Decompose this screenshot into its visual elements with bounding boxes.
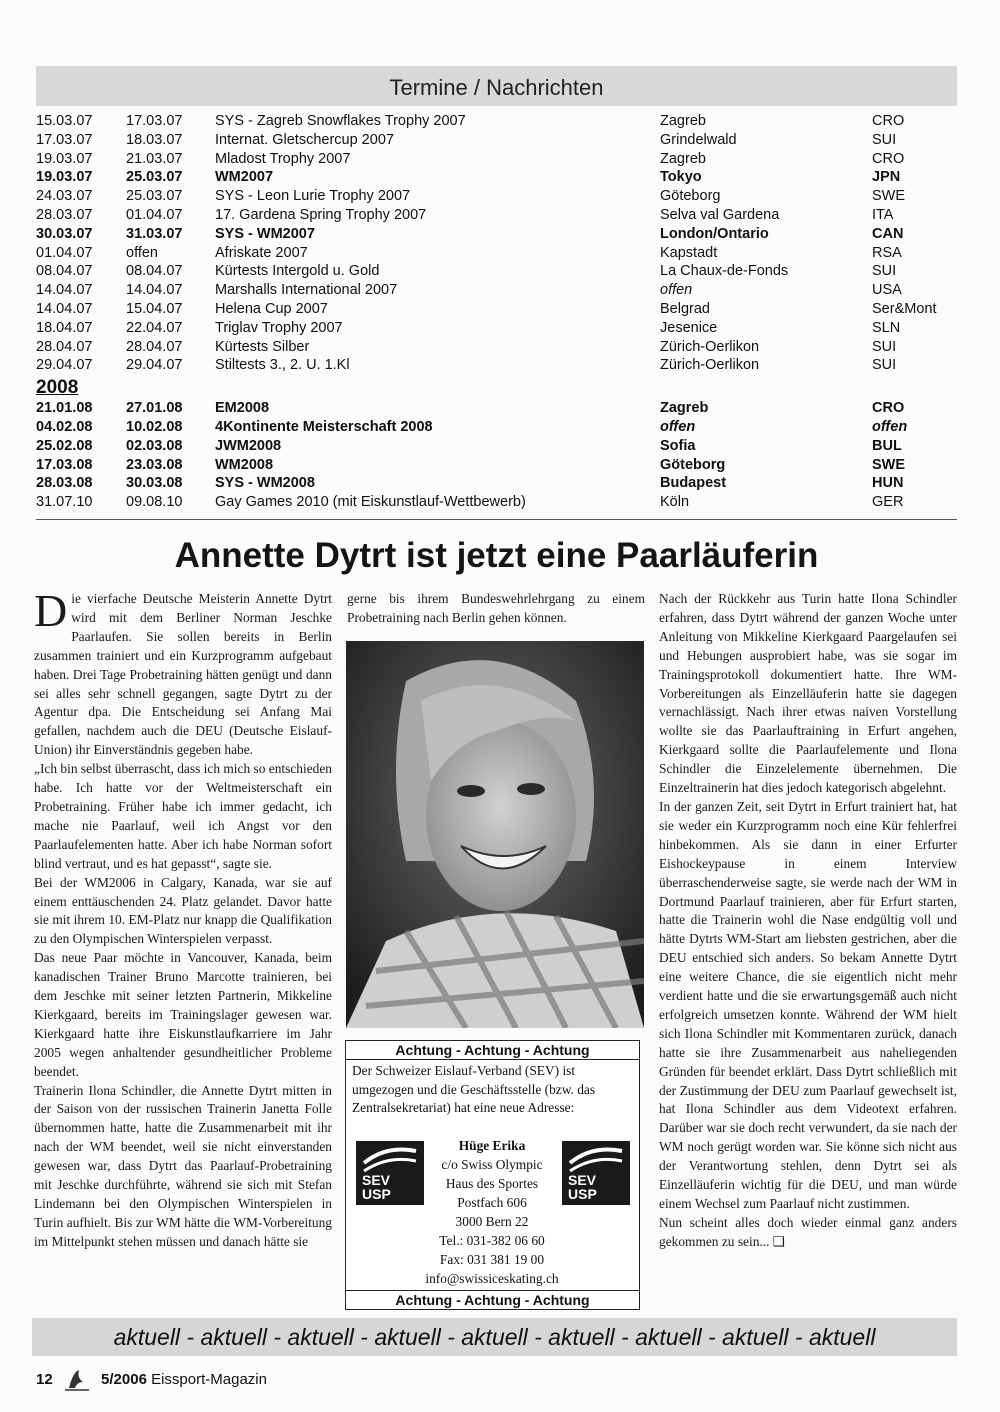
address-line: Postfach 606: [457, 1195, 527, 1210]
magazine-name: Eissport-Magazin: [151, 1371, 267, 1388]
event-city: Zagreb: [660, 150, 706, 167]
schedule-header: Termine / Nachrichten: [36, 66, 957, 106]
notice-bottom-label: Achtung - Achtung - Achtung: [346, 1290, 639, 1309]
address-phone: Tel.: 031-382 06 60: [439, 1233, 545, 1248]
event-name: Gay Games 2010 (mit Eiskunstlauf-Wettbewerb): [215, 494, 526, 511]
event-city: Budapest: [660, 475, 727, 492]
event-city: Göteborg: [660, 456, 726, 473]
event-country: SUI: [872, 338, 897, 355]
schedule-rows-2007: [36, 112, 957, 375]
date-end: 09.08.10: [126, 494, 183, 511]
schedule-rows-2008: [36, 399, 957, 512]
article-paragraph: Bei der WM2006 in Calgary, Kanada, war sie auf einem enttäuschenden 24. Platz gelandet. Davor hatte sie mit ihrem 10. EM-Platz nur knapp die Qualifikation zu den Olympischen Winterspielen verpasst.: [34, 874, 332, 947]
date-end: 21.03.07: [126, 150, 183, 167]
event-country: CRO: [872, 400, 905, 417]
schedule-row: [36, 474, 957, 493]
issue-number: 5/2006: [101, 1371, 147, 1388]
event-country: USA: [872, 282, 902, 299]
date-end: 22.04.07: [126, 319, 183, 336]
address-line: Haus des Sportes: [445, 1176, 539, 1191]
event-name: Stiltests 3., 2. U. 1.Kl: [215, 357, 350, 374]
schedule-row: [36, 418, 957, 437]
address-name: Hüge Erika: [458, 1138, 526, 1153]
date-end: 10.02.08: [126, 418, 183, 435]
event-country: SUI: [872, 131, 897, 148]
article-column-1: [34, 585, 332, 1252]
schedule-row: [36, 206, 957, 225]
event-city: Grindelwald: [660, 131, 737, 148]
date-end: 14.04.07: [126, 282, 183, 299]
event-country: RSA: [872, 244, 902, 261]
event-city: offen: [660, 418, 696, 435]
date-start: 31.07.10: [36, 494, 93, 511]
schedule-row: [36, 168, 957, 187]
event-country: JPN: [872, 169, 901, 186]
schedule-row: [36, 356, 957, 375]
article-column-2: [347, 590, 645, 628]
date-start: 30.03.07: [36, 225, 93, 242]
sev-logo-left: [356, 1141, 424, 1205]
date-start: 04.02.08: [36, 418, 93, 435]
date-end: 01.04.07: [126, 206, 183, 223]
event-country: Ser&Mont: [872, 300, 937, 317]
event-city: Jesenice: [660, 319, 718, 336]
event-city: Köln: [660, 494, 690, 511]
date-end: 02.03.08: [126, 437, 183, 454]
event-city: Sofia: [660, 437, 696, 454]
schedule-row: [36, 225, 957, 244]
date-end: 31.03.07: [126, 225, 183, 242]
address-fax: Fax: 031 381 19 00: [439, 1252, 545, 1267]
drop-cap: D: [34, 585, 68, 636]
event-city: Selva val Gardena: [660, 206, 780, 223]
event-country: SUI: [872, 263, 897, 280]
schedule-row: [36, 244, 957, 263]
event-country: SWE: [872, 188, 906, 205]
event-name: Mladost Trophy 2007: [215, 150, 351, 167]
event-city: offen: [660, 282, 693, 299]
date-end: 25.03.07: [126, 169, 183, 186]
article-paragraph: Nach der Rückkehr aus Turin hatte Ilona Schindler erfahren, dass Dytrt während der ganzen Woche unter Anleitung von Mikkeline Kierkgaard Paargelaufen sei und Hebungen ausprobiert habe, was sie sogar im Trainingsprotokoll dokumentiert hatte. Ihre WM-Vorbereitungen als Einzelläuferin hatte sie dagegen vernachlässigt. Nach ihrer etwas naiven Vorstellung wollte sie das Paarlauftraining in Erfurt angehen, Kierkgaard sollte die Paarlaufelemente und Ilona Schindler die Einzelelemente übernehmen. Die Einzeltrainerin hat dies jedoch kategorisch abgelehnt.: [659, 591, 957, 796]
schedule-row: [36, 131, 957, 150]
article-paragraph: „Ich bin selbst überrascht, dass ich mich so entschieden habe. Ich hatte vor der Weltmeisterschaft ein Probetraining. Früher habe ich immer gedacht, ich mache nie Paarlauf, weil ich Angst vor den Paarlaufelementen hatte. Aber ich habe Norman sofort blind vertraut, und es hat gepasst“, sagte sie.: [34, 761, 332, 871]
paragraph-text: ie vierfache Deutsche Meisterin Annette Dytrt wird mit dem Berliner Norman Jeschke Paarlaufen. Sie sollen bereits in Berlin zusammen trainiert und ein Kurzprogramm aufgebaut haben. Drei Tage Probetraining hätten genügt und dann sei alles sehr schnell gegangen, sagte Dytrt zu der Agentur dpa. Die Entscheidung sei Anfang Mai gefallen, nachdem auch die DEU (Deutsche Eislauf-Union) ihr Einverständnis gegeben habe.: [34, 591, 332, 758]
article-column-3: [659, 590, 957, 1252]
date-start: 21.01.08: [36, 400, 93, 417]
article-paragraph: [34, 585, 332, 760]
portrait-photo: [346, 641, 644, 1028]
page-footer: [36, 1364, 267, 1396]
date-end: 23.03.08: [126, 456, 183, 473]
event-name: 17. Gardena Spring Trophy 2007: [215, 206, 427, 223]
event-city: La Chaux-de-Fonds: [660, 263, 789, 280]
date-start: 17.03.07: [36, 131, 93, 148]
event-city: Zürich-Oerlikon: [660, 357, 760, 374]
date-start: 25.02.08: [36, 437, 93, 454]
event-name: WM2007: [215, 169, 274, 186]
event-city: Zürich-Oerlikon: [660, 338, 760, 355]
event-name: SYS - WM2007: [215, 225, 315, 242]
event-country: offen: [872, 418, 908, 435]
date-end: 15.04.07: [126, 300, 183, 317]
event-name: Afriskate 2007: [215, 244, 308, 261]
event-city: Zagreb: [660, 113, 706, 129]
schedule-table: [36, 112, 957, 512]
section-divider: [36, 519, 957, 520]
event-city: Belgrad: [660, 300, 710, 317]
event-country: SWE: [872, 456, 906, 473]
event-name: Marshalls International 2007: [215, 282, 398, 299]
schedule-row: [36, 456, 957, 475]
date-start: 28.04.07: [36, 338, 93, 355]
date-end: 28.04.07: [126, 338, 183, 355]
event-name: 4Kontinente Meisterschaft 2008: [215, 418, 433, 435]
address-email: info@swissiceskating.ch: [425, 1271, 559, 1286]
event-country: CAN: [872, 225, 904, 242]
event-name: SYS - Leon Lurie Trophy 2007: [215, 188, 411, 205]
notice-top-label: Achtung - Achtung - Achtung: [346, 1041, 639, 1060]
date-end: 29.04.07: [126, 357, 183, 374]
schedule-row: [36, 281, 957, 300]
date-start: 19.03.07: [36, 169, 93, 186]
notice-box: [345, 1040, 640, 1310]
address-line: 3000 Bern 22: [455, 1214, 529, 1229]
address-line: c/o Swiss Olympic: [441, 1157, 543, 1172]
event-country: CRO: [872, 150, 905, 167]
date-start: 08.04.07: [36, 263, 93, 280]
event-name: Helena Cup 2007: [215, 300, 328, 317]
schedule-row: [36, 300, 957, 319]
date-start: 15.03.07: [36, 113, 93, 129]
schedule-row: [36, 437, 957, 456]
date-end: 30.03.08: [126, 475, 183, 492]
event-name: EM2008: [215, 400, 270, 417]
notice-address: [425, 1136, 559, 1288]
article-paragraph: Nun scheint alles doch wieder einmal ganz anders gekommen zu sein... ❑: [659, 1214, 957, 1249]
date-end: 17.03.07: [126, 113, 183, 129]
article-paragraph: Das neue Paar möchte in Vancouver, Kanada, beim kanadischen Trainer Bruno Marcotte trainieren, bei dem Jeschke mit seiner letzten Partnerin, Mikkeline Kierkgaard, bereits im Trainingslager gewesen war. Kierkgaard hatte ihre Eiskunstlaufkarriere im Jahr 2005 wegen anhaltender gesundheitlicher Probleme beendet.: [34, 950, 332, 1079]
page-number: 12: [36, 1371, 53, 1388]
event-name: SYS - Zagreb Snowflakes Trophy 2007: [215, 113, 466, 129]
schedule-row: [36, 319, 957, 338]
article-paragraph: gerne bis ihrem Bundeswehrlehrgang zu einem Probetraining nach Berlin gehen können.: [347, 591, 645, 625]
event-country: SLN: [872, 319, 901, 336]
event-name: Internat. Gletschercup 2007: [215, 131, 394, 148]
event-city: Göteborg: [660, 188, 721, 205]
schedule-row: [36, 112, 957, 131]
date-start: 28.03.08: [36, 475, 93, 492]
event-city: Kapstadt: [660, 244, 718, 261]
event-country: BUL: [872, 437, 902, 454]
schedule-row: [36, 262, 957, 281]
schedule-row: [36, 187, 957, 206]
date-start: 14.04.07: [36, 282, 93, 299]
schedule-row: [36, 150, 957, 169]
event-country: ITA: [872, 206, 894, 223]
notice-text: Der Schweizer Eislauf-Verband (SEV) ist umgezogen und die Geschäftsstelle (bzw. das Zentralsekretariat) hat eine neue Adresse:: [352, 1063, 596, 1115]
event-country: SUI: [872, 357, 897, 374]
date-start: 28.03.07: [36, 206, 93, 223]
schedule-row: [36, 493, 957, 512]
event-name: SYS - WM2008: [215, 475, 315, 492]
date-start: 14.04.07: [36, 300, 93, 317]
article-headline: Annette Dytrt ist jetzt eine Paarläuferin: [174, 536, 819, 575]
event-name: Triglav Trophy 2007: [215, 319, 343, 336]
event-name: Kürtests Intergold u. Gold: [215, 263, 380, 280]
date-end: 25.03.07: [126, 188, 183, 205]
date-end: 27.01.08: [126, 400, 183, 417]
schedule-row: [36, 399, 957, 418]
event-name: JWM2008: [215, 437, 282, 454]
event-name: Kürtests Silber: [215, 338, 310, 355]
date-end: 18.03.07: [126, 131, 183, 148]
event-city: Zagreb: [660, 400, 709, 417]
date-start: 01.04.07: [36, 244, 93, 261]
date-end: offen: [126, 244, 158, 261]
date-start: 24.03.07: [36, 188, 93, 205]
date-start: 17.03.08: [36, 456, 93, 473]
magazine-logo-icon: [63, 1368, 91, 1392]
event-name: WM2008: [215, 456, 274, 473]
logo-text: SEV USP: [568, 1172, 597, 1202]
article-paragraph: In der ganzen Zeit, seit Dytrt in Erfurt trainiert hat, hat sie weder ein Kurzprogramm noch eine Kür fehlerfrei hinbekommen. Als sie dann in einer Erfurter Eishockeypause in einem Interview überraschenderweise sagte, sie werde nach der WM in Dortmund Paarlauf trainieren, aber für Erfurt starten, hatte die Trainerin wohl die Nase endgültig voll und hätte Dytrts WM-Start am liebsten gestrichen, aber die DEU entschied sich anders. So bekam Annette Dytrt eine weitere Chance, die sie eigentlich nicht mehr verdient hatte und die sie erwartungsgemäß auch nicht erfolgreich umsetzen konnte. Während der WM hielt sich Ilona Schindler mit Kommentaren zurück, danach hatte sie ihre Zusammenarbeit aus naheliegenden Gründen für beendet erklärt. Dass Dytrt schließlich mit der Zustimmung der DEU zum Paarlauf gewechselt ist, hat Ilona Schindler aus dem Videotext erfahren. Darüber war sie doch recht verwundert, da sie nach der WM noch gerügt worden war. Sie könne sich nicht aus der Verantwortung stehlen, denn Dytrt sei als Einzelläuferin wichtig für die DEU, und man würde einem Wechsel zum Paarlauf nicht zustimmen.: [659, 798, 957, 1211]
sev-logo-right: [562, 1141, 630, 1205]
date-end: 08.04.07: [126, 263, 183, 280]
date-start: 18.04.07: [36, 319, 93, 336]
date-start: 29.04.07: [36, 357, 93, 374]
schedule-row: [36, 338, 957, 357]
date-start: 19.03.07: [36, 150, 93, 167]
event-country: GER: [872, 494, 904, 511]
aktuell-banner: aktuell - aktuell - aktuell - aktuell - aktuell - aktuell - aktuell - aktuell - aktuell: [32, 1318, 957, 1356]
logo-text: SEV USP: [362, 1172, 391, 1202]
article-paragraph: Trainerin Ilona Schindler, die Annette Dytrt mitten in der Saison von der russischen Trainerin Janetta Folle übernommen hatte, hatte die Zusammenarbeit mit ihr nach der WM beendet, weil sie nicht einverstanden gewesen war, dass Dytrt das Paarlauf-Probetraining mit Jeschke durchführte, während sie sich mit Stefan Lindemann bei den Olympischen Winterspielen in Turin aufhielt. Bis zur WM hätte die WM-Vorbereitung im Mittelpunkt stehen müssen und danach hätte sie: [34, 1082, 332, 1249]
event-country: CRO: [872, 113, 905, 129]
event-country: HUN: [872, 475, 904, 492]
year-label: 2008: [36, 377, 79, 399]
event-city: Tokyo: [660, 169, 702, 186]
event-city: London/Ontario: [660, 225, 769, 242]
